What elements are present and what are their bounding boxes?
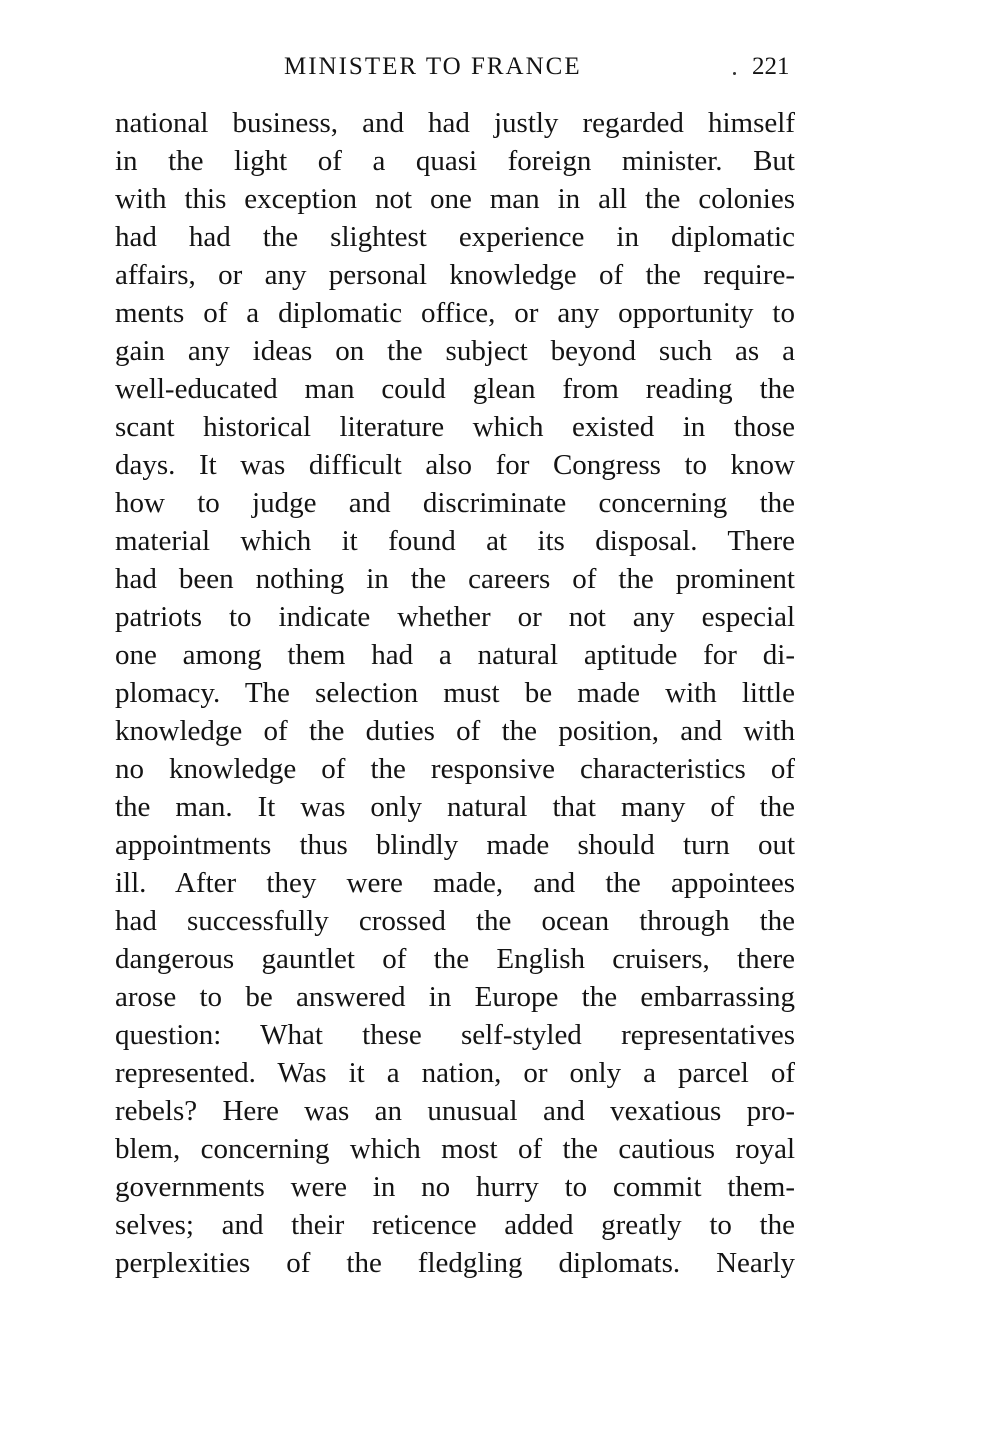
text-line: well-educated man could glean from reading the [115, 373, 795, 405]
text-line: had been nothing in the careers of the prominent [115, 563, 795, 595]
text-line: perplexities of the fledgling diplomats. Nearly [115, 1247, 795, 1279]
text-line: represented. Was it a nation, or only a parcel of [115, 1057, 795, 1089]
text-line: knowledge of the duties of the position, and with [115, 715, 795, 747]
text-line: selves; and their reticence added greatly to the [115, 1209, 795, 1241]
text-line: affairs, or any personal knowledge of the require- [115, 259, 795, 291]
text-line: appointments thus blindly made should turn out [115, 829, 795, 861]
text-line: patriots to indicate whether or not any especial [115, 601, 795, 633]
print-speck [733, 72, 736, 75]
text-line: the man. It was only natural that many of the [115, 791, 795, 823]
text-line: had had the slightest experience in diplomatic [115, 221, 795, 253]
text-line: rebels? Here was an unusual and vexatious pro- [115, 1095, 795, 1127]
text-line: arose to be answered in Europe the embarrassing [115, 981, 795, 1013]
text-line: governments were in no hurry to commit them- [115, 1171, 795, 1203]
body-text [115, 104, 795, 1282]
text-line: blem, concerning which most of the cautious royal [115, 1133, 795, 1165]
page-number: 221 [752, 53, 790, 80]
text-line: plomacy. The selection must be made with little [115, 677, 795, 709]
text-line: in the light of a quasi foreign minister. But [115, 145, 795, 177]
text-line: one among them had a natural aptitude for di- [115, 639, 795, 671]
text-line: material which it found at its disposal. There [115, 525, 795, 557]
text-line: had successfully crossed the ocean through the [115, 905, 795, 937]
text-line: question: What these self-styled representatives [115, 1019, 795, 1051]
text-line: ments of a diplomatic office, or any opportunity to [115, 297, 795, 329]
text-line: days. It was difficult also for Congress to know [115, 449, 795, 481]
text-line: ill. After they were made, and the appointees [115, 867, 795, 899]
running-title: MINISTER TO FRANCE [284, 53, 582, 80]
text-line: gain any ideas on the subject beyond such as a [115, 335, 795, 367]
text-line: no knowledge of the responsive characteristics of [115, 753, 795, 785]
text-line: how to judge and discriminate concerning the [115, 487, 795, 519]
text-line: with this exception not one man in all the colonies [115, 183, 795, 215]
text-line: national business, and had justly regarded himself [115, 107, 795, 139]
text-line: dangerous gauntlet of the English cruisers, there [115, 943, 795, 975]
text-line: scant historical literature which existed in those [115, 411, 795, 443]
